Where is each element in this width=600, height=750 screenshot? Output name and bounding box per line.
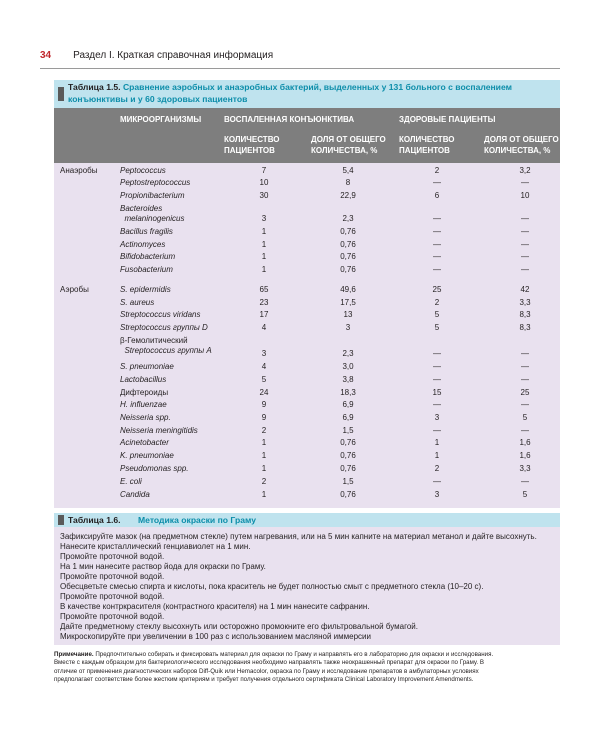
inflamed-count: 1 xyxy=(261,451,267,460)
inflamed-count: 65 xyxy=(259,285,269,294)
inflamed-share: 6,9 xyxy=(342,413,354,422)
healthy-count: 2 xyxy=(434,464,440,473)
inflamed-share: 8 xyxy=(345,178,351,187)
gram-step: Обесцветьте смесью спирта и кислоты, пока краситель не будет полностью смыт с предметного стекла (10–20 с). xyxy=(60,582,484,591)
healthy-share: — xyxy=(521,214,529,223)
organism-name: Lactobacillus xyxy=(120,375,167,384)
inflamed-count: 1 xyxy=(261,265,267,274)
organism-name: Neisseria meningitidis xyxy=(120,426,198,435)
healthy-share: — xyxy=(521,426,529,435)
inflamed-share: 0,76 xyxy=(340,451,356,460)
healthy-count: 2 xyxy=(434,166,440,175)
healthy-share: 3,3 xyxy=(519,298,531,307)
healthy-count: 6 xyxy=(434,191,440,200)
organism-name: Bacillus fragilis xyxy=(120,227,173,236)
inflamed-count: 5 xyxy=(261,375,267,384)
table-1-5-header xyxy=(54,108,560,163)
gram-step: На 1 мин нанесите раствор йода для окраски по Граму. xyxy=(60,562,266,571)
healthy-share: 8,3 xyxy=(519,310,531,319)
inflamed-count: 1 xyxy=(261,227,267,236)
healthy-share: 5 xyxy=(522,490,528,499)
inflamed-count: 2 xyxy=(261,426,267,435)
inflamed-count: 2 xyxy=(261,477,267,486)
healthy-share: — xyxy=(521,362,529,371)
inflamed-share: 1,5 xyxy=(342,426,354,435)
footnote-line: Вместе с каждым образцом для бактериологического исследования необходимо направлять также неокрашенный препарат для окраски по Граму. В xyxy=(54,659,484,667)
healthy-count: 5 xyxy=(434,323,440,332)
healthy-count: 15 xyxy=(432,388,442,397)
inflamed-share: 5,4 xyxy=(342,166,354,175)
inflamed-count: 4 xyxy=(261,362,267,371)
healthy-share: — xyxy=(521,178,529,187)
header-healthy: ЗДОРОВЫЕ ПАЦИЕНТЫ xyxy=(399,115,496,124)
healthy-share: — xyxy=(521,240,529,249)
healthy-share: 10 xyxy=(520,191,530,200)
gram-step: В качестве контркрасителя (контрастного красителя) на 1 мин нанесите сафранин. xyxy=(60,602,370,611)
inflamed-share: 0,76 xyxy=(340,252,356,261)
table-1-6-body xyxy=(54,527,560,645)
section-title: Раздел I. Краткая справочная информация xyxy=(73,50,274,61)
header-divider xyxy=(40,68,560,69)
table-1-6-title: Методика окраски по Граму xyxy=(138,515,257,525)
organism-name: Peptococcus xyxy=(120,166,166,175)
inflamed-count: 1 xyxy=(261,252,267,261)
header-inflamed-count-l1: КОЛИЧЕСТВО xyxy=(224,135,280,144)
inflamed-count: 1 xyxy=(261,438,267,447)
healthy-share: 3,2 xyxy=(519,166,531,175)
healthy-count: — xyxy=(433,214,441,223)
organism-name: Streptococcus viridans xyxy=(120,310,201,319)
organism-name: Acinetobacter xyxy=(120,438,169,447)
healthy-share: — xyxy=(521,349,529,358)
healthy-share: 1,6 xyxy=(519,451,531,460)
healthy-share: 42 xyxy=(520,285,530,294)
gram-step: Зафиксируйте мазок (на предметном стекле) путем нагревания, или на 5 мин капните на материал метанол и дайте высохнуть. xyxy=(60,532,537,541)
inflamed-share: 6,9 xyxy=(342,400,354,409)
organism-name: Bacteroides xyxy=(120,204,163,213)
organism-name: Propionibacterium xyxy=(120,191,185,200)
organism-name: Pseudomonas spp. xyxy=(120,464,189,473)
gram-step: Промойте проточной водой. xyxy=(60,612,165,621)
inflamed-count: 3 xyxy=(261,214,267,223)
healthy-count: 1 xyxy=(434,438,440,447)
inflamed-share: 1,5 xyxy=(342,477,354,486)
footnote-line: Предпочтительно собирать и фиксировать материал для окраски по Граму и направлять его в лабораторию для окраски и исследования. xyxy=(93,651,494,658)
healthy-count: — xyxy=(433,349,441,358)
gram-step: Нанесите кристаллический генциавиолет на 1 мин. xyxy=(60,542,251,551)
organism-name: β-Гемолитический xyxy=(120,336,188,345)
healthy-share: 3,3 xyxy=(519,464,531,473)
header-inflamed-count-l2: ПАЦИЕНТОВ xyxy=(224,146,275,155)
inflamed-count: 1 xyxy=(261,240,267,249)
healthy-count: — xyxy=(433,362,441,371)
inflamed-share: 0,76 xyxy=(340,490,356,499)
gram-step: Промойте проточной водой. xyxy=(60,592,165,601)
footnote xyxy=(54,651,558,684)
table-1-6-title-bar xyxy=(54,513,560,527)
organism-name: S. epidermidis xyxy=(120,285,171,294)
footnote-label: Примечание. xyxy=(54,651,94,658)
organism-name: K. pneumoniae xyxy=(120,451,174,460)
inflamed-count: 4 xyxy=(261,323,267,332)
organism-name: Candida xyxy=(120,490,150,499)
header-healthy-count-l1: КОЛИЧЕСТВО xyxy=(399,135,455,144)
organism-name-cont: Streptococcus группы A xyxy=(120,346,212,355)
inflamed-count: 9 xyxy=(261,413,267,422)
healthy-count: — xyxy=(433,375,441,384)
healthy-count: 3 xyxy=(434,490,440,499)
page-header xyxy=(40,50,273,61)
inflamed-count: 1 xyxy=(261,464,267,473)
organism-name: Peptostreptococcus xyxy=(120,178,191,187)
inflamed-share: 0,76 xyxy=(340,265,356,274)
organism-name: H. influenzae xyxy=(120,400,167,409)
gram-step: Микроскопируйте при увеличении в 100 раз с использованием масляной иммерсии xyxy=(60,632,371,641)
healthy-count: — xyxy=(433,252,441,261)
organism-name: Actinomyces xyxy=(120,240,166,249)
inflamed-share: 18,3 xyxy=(340,388,356,397)
inflamed-count: 7 xyxy=(261,166,267,175)
healthy-share: 1,6 xyxy=(519,438,531,447)
healthy-count: 1 xyxy=(434,451,440,460)
healthy-share: 8,3 xyxy=(519,323,531,332)
healthy-share: — xyxy=(521,227,529,236)
inflamed-share: 49,6 xyxy=(340,285,356,294)
healthy-share: — xyxy=(521,252,529,261)
healthy-share: 5 xyxy=(522,413,528,422)
header-inflamed-share-l1: ДОЛЯ ОТ ОБЩЕГО xyxy=(311,135,386,144)
footnote-line: предполагает соответствие более жестким критериям и требует получения отдельного сертификата Clinical Laboratory Improvement Amendments. xyxy=(54,675,474,683)
healthy-share: 25 xyxy=(520,388,530,397)
inflamed-share: 2,3 xyxy=(342,349,354,358)
table-1-5-title-line2: конъюнктивы и у 60 здоровых пациентов xyxy=(68,93,248,104)
table-1-5-body xyxy=(54,163,560,508)
organism-name: S. pneumoniae xyxy=(120,362,174,371)
healthy-share: — xyxy=(521,265,529,274)
inflamed-share: 2,3 xyxy=(342,214,354,223)
table-1-6-label: Таблица 1.6. xyxy=(68,515,121,525)
header-healthy-share-l2: КОЛИЧЕСТВА, % xyxy=(484,146,551,155)
healthy-count: 5 xyxy=(434,310,440,319)
header-organisms: МИКРООРГАНИЗМЫ xyxy=(120,115,202,124)
table-marker-icon xyxy=(58,87,64,101)
header-inflamed: ВОСПАЛЕННАЯ КОНЪЮНКТИВА xyxy=(224,115,355,124)
healthy-count: 25 xyxy=(432,285,442,294)
healthy-count: — xyxy=(433,477,441,486)
inflamed-share: 0,76 xyxy=(340,240,356,249)
group-label: Анаэробы xyxy=(60,166,98,175)
inflamed-count: 17 xyxy=(259,310,269,319)
inflamed-share: 0,76 xyxy=(340,464,356,473)
healthy-count: 2 xyxy=(434,298,440,307)
table-1-5-label: Таблица 1.5. xyxy=(68,82,121,92)
healthy-count: — xyxy=(433,265,441,274)
healthy-count: — xyxy=(433,227,441,236)
inflamed-share: 3,8 xyxy=(342,375,354,384)
organism-name-cont: melaninogenicus xyxy=(120,214,185,223)
gram-step: Дайте предметному стеклу высохнуть или осторожно промокните его фильтровальной бумагой. xyxy=(60,622,418,631)
inflamed-count: 3 xyxy=(261,349,267,358)
table-1-5-title-bar xyxy=(54,80,560,108)
inflamed-share: 22,9 xyxy=(340,191,356,200)
header-inflamed-share-l2: КОЛИЧЕСТВА, % xyxy=(311,146,378,155)
header-healthy-share-l1: ДОЛЯ ОТ ОБЩЕГО xyxy=(484,135,559,144)
inflamed-share: 13 xyxy=(343,310,353,319)
healthy-share: — xyxy=(521,477,529,486)
gram-step: Промойте проточной водой. xyxy=(60,552,165,561)
footnote-line: отличие от применения диагностических наборов Diff-Quik или Hemacolor, окраска по Граму и исследование препаратов в амбулаторных условиях xyxy=(54,667,479,675)
healthy-count: — xyxy=(433,240,441,249)
healthy-share: — xyxy=(521,375,529,384)
page-number: 34 xyxy=(40,50,52,61)
organism-name: E. coli xyxy=(120,477,142,486)
healthy-count: 3 xyxy=(434,413,440,422)
inflamed-count: 9 xyxy=(261,400,267,409)
healthy-share: — xyxy=(521,400,529,409)
organism-name: Bifidobacterium xyxy=(120,252,176,261)
organism-name: Дифтероиды xyxy=(120,388,169,397)
inflamed-count: 30 xyxy=(259,191,269,200)
organism-name: Streptococcus группы D xyxy=(120,323,208,332)
inflamed-count: 10 xyxy=(259,178,269,187)
organism-name: Neisseria spp. xyxy=(120,413,171,422)
inflamed-share: 3 xyxy=(345,323,351,332)
healthy-count: — xyxy=(433,426,441,435)
table-1-5-title-line1: Сравнение аэробных и анаэробных бактерий, выделенных у 131 больного с воспалением xyxy=(122,82,512,92)
organism-name: Fusobacterium xyxy=(120,265,173,274)
inflamed-share: 0,76 xyxy=(340,227,356,236)
inflamed-count: 23 xyxy=(259,298,269,307)
healthy-count: — xyxy=(433,178,441,187)
gram-step: Промойте проточной водой. xyxy=(60,572,165,581)
header-healthy-count-l2: ПАЦИЕНТОВ xyxy=(399,146,450,155)
table-marker-icon xyxy=(58,515,64,525)
inflamed-count: 24 xyxy=(259,388,269,397)
inflamed-share: 17,5 xyxy=(340,298,356,307)
healthy-count: — xyxy=(433,400,441,409)
group-label: Аэробы xyxy=(60,285,89,294)
inflamed-count: 1 xyxy=(261,490,267,499)
inflamed-share: 3,0 xyxy=(342,362,354,371)
inflamed-share: 0,76 xyxy=(340,438,356,447)
organism-name: S. aureus xyxy=(120,298,155,307)
